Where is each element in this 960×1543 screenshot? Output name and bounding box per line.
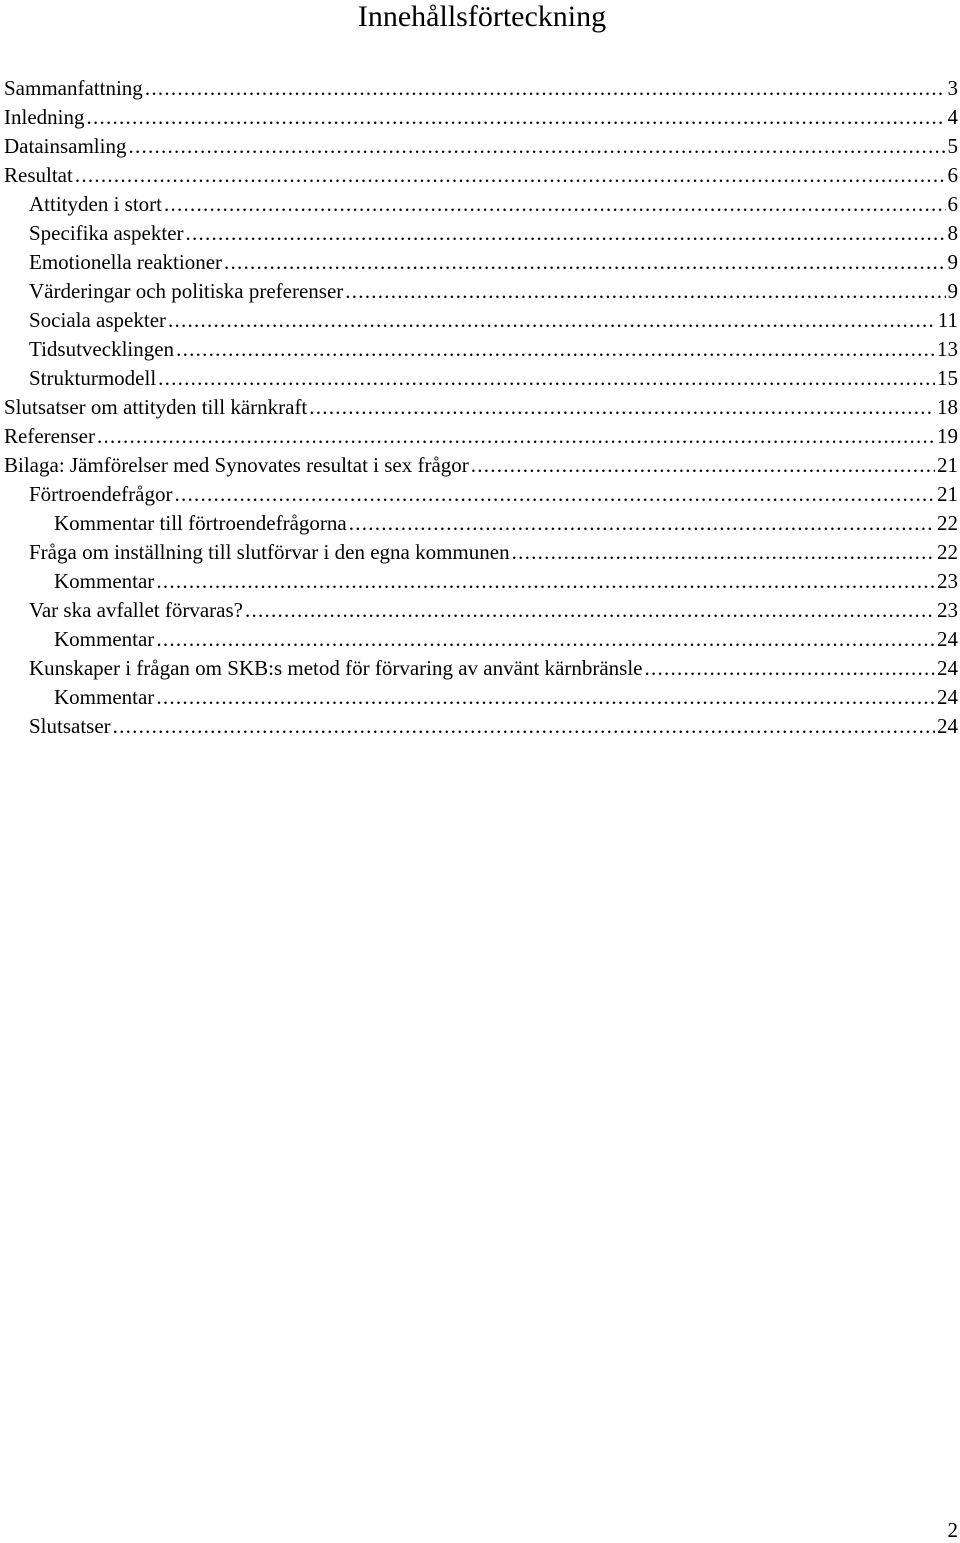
toc-entry-title: Strukturmodell [29, 366, 157, 390]
toc-entry-page: 15 [937, 366, 958, 390]
toc-dot-leader [113, 712, 935, 741]
toc-entry-page: 24 [937, 656, 958, 680]
toc-entry-title: Specifika aspekter [29, 221, 184, 245]
toc-entry-page: 19 [937, 424, 958, 448]
toc-entry[interactable] [4, 277, 958, 306]
toc-entry-page: 23 [937, 569, 958, 593]
toc-dot-leader [245, 596, 935, 625]
toc-entry-title: Fråga om inställning till slutförvar i den egna kommunen [29, 540, 510, 564]
toc-entry[interactable] [4, 683, 958, 712]
toc-dot-leader [309, 393, 935, 422]
toc-entry-page: 18 [937, 395, 958, 419]
toc-dot-leader [75, 161, 946, 190]
toc-dot-leader [512, 538, 935, 567]
toc-dot-leader [156, 625, 935, 654]
toc-entry-title: Slutsatser om attityden till kärnkraft [4, 395, 308, 419]
toc-entry-page: 24 [937, 714, 958, 738]
toc-entry[interactable] [4, 712, 958, 741]
page-number: 2 [947, 1518, 958, 1542]
toc-entry-title: Inledning [4, 105, 85, 129]
table-of-contents [4, 74, 958, 741]
toc-entry[interactable] [4, 161, 958, 190]
toc-entry-page: 3 [947, 76, 958, 100]
toc-entry[interactable] [4, 625, 958, 654]
toc-dot-leader [345, 277, 945, 306]
toc-entry[interactable] [4, 306, 958, 335]
toc-dot-leader [349, 509, 935, 538]
toc-dot-leader [145, 74, 946, 103]
toc-entry-page: 5 [947, 134, 958, 158]
toc-entry-title: Kommentar [54, 627, 155, 651]
toc-entry-title: Emotionella reaktioner [29, 250, 223, 274]
toc-dot-leader [224, 248, 945, 277]
toc-entry-title: Värderingar och politiska preferenser [29, 279, 344, 303]
toc-entry-page: 6 [947, 163, 958, 187]
toc-dot-leader [164, 190, 946, 219]
toc-dot-leader [176, 335, 935, 364]
toc-dot-leader [174, 480, 935, 509]
toc-dot-leader [156, 683, 935, 712]
toc-entry-title: Kunskaper i frågan om SKB:s metod för förvaring av använt kärnbränsle [29, 656, 643, 680]
toc-entry-page: 21 [937, 453, 958, 477]
toc-entry[interactable] [4, 538, 958, 567]
toc-dot-leader [645, 654, 936, 683]
toc-entry-page: 11 [937, 308, 958, 332]
toc-entry[interactable] [4, 103, 958, 132]
page-title: Innehållsförteckning [357, 0, 607, 33]
toc-dot-leader [186, 219, 946, 248]
toc-entry[interactable] [4, 393, 958, 422]
toc-entry-page: 13 [937, 337, 958, 361]
toc-entry[interactable] [4, 219, 958, 248]
toc-entry-page: 6 [947, 192, 958, 216]
toc-entry[interactable] [4, 74, 958, 103]
toc-entry-title: Tidsutvecklingen [29, 337, 175, 361]
toc-entry-title: Sammanfattning [4, 76, 143, 100]
toc-dot-leader [86, 103, 945, 132]
toc-entry-page: 24 [937, 627, 958, 651]
toc-dot-leader [156, 567, 935, 596]
toc-entry[interactable] [4, 190, 958, 219]
toc-entry-page: 9 [947, 250, 958, 274]
toc-entry-page: 22 [937, 540, 958, 564]
toc-entry-title: Datainsamling [4, 134, 127, 158]
toc-entry-page: 8 [947, 221, 958, 245]
toc-entry-title: Kommentar till förtroendefrågorna [54, 511, 347, 535]
toc-entry[interactable] [4, 248, 958, 277]
toc-entry-title: Var ska avfallet förvaras? [29, 598, 243, 622]
toc-entry-page: 24 [937, 685, 958, 709]
toc-entry[interactable] [4, 364, 958, 393]
toc-entry[interactable] [4, 335, 958, 364]
toc-entry-title: Referenser [4, 424, 95, 448]
toc-dot-leader [168, 306, 936, 335]
toc-entry-page: 4 [947, 105, 958, 129]
toc-entry-title: Attityden i stort [29, 192, 162, 216]
toc-dot-leader [158, 364, 935, 393]
toc-entry-page: 22 [937, 511, 958, 535]
toc-entry-title: Kommentar [54, 569, 155, 593]
toc-entry-title: Bilaga: Jämförelser med Synovates resultat i sex frågor [4, 453, 469, 477]
toc-entry-page: 23 [937, 598, 958, 622]
toc-dot-leader [97, 422, 935, 451]
toc-entry-title: Slutsatser [29, 714, 111, 738]
toc-entry[interactable] [4, 509, 958, 538]
toc-dot-leader [128, 132, 945, 161]
toc-entry[interactable] [4, 596, 958, 625]
toc-entry-title: Förtroendefrågor [29, 482, 173, 506]
toc-entry[interactable] [4, 567, 958, 596]
toc-entry-page: 21 [937, 482, 958, 506]
toc-entry[interactable] [4, 451, 958, 480]
toc-dot-leader [471, 451, 935, 480]
toc-entry-title: Resultat [4, 163, 73, 187]
toc-entry[interactable] [4, 422, 958, 451]
toc-entry-title: Sociala aspekter [29, 308, 167, 332]
toc-entry[interactable] [4, 480, 958, 509]
toc-entry[interactable] [4, 654, 958, 683]
toc-entry[interactable] [4, 132, 958, 161]
toc-entry-title: Kommentar [54, 685, 155, 709]
toc-entry-page: 9 [947, 279, 958, 303]
